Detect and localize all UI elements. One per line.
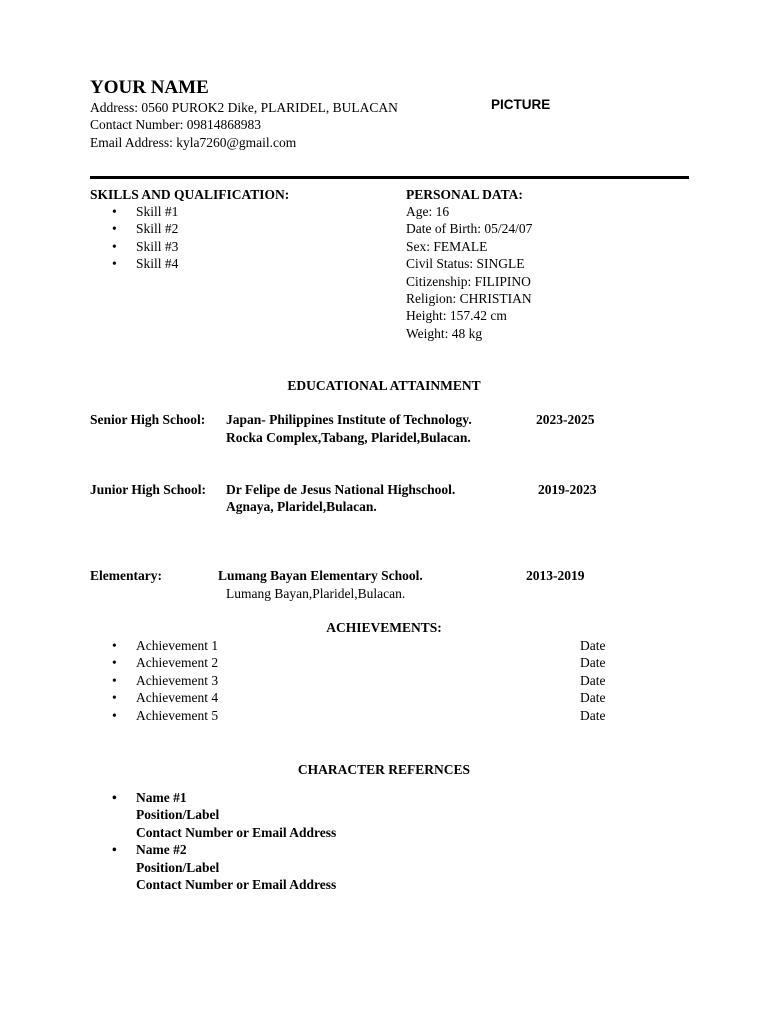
education-location: Lumang Bayan,Plaridel,Bulacan. xyxy=(226,586,406,601)
reference-position-row xyxy=(112,859,512,876)
reference-position-row xyxy=(112,806,512,823)
achievement-label: Achievement 1 xyxy=(136,638,219,653)
personal-data-title: PERSONAL DATA: xyxy=(406,187,523,202)
references-title: CHARACTER REFERNCES xyxy=(297,762,471,777)
bullet-icon: • xyxy=(112,256,117,272)
achievements-list xyxy=(112,637,612,724)
reference-name: Name #2 xyxy=(136,842,187,858)
address-line: Address: 0560 PUROK2 Dike, PLARIDEL, BULACAN xyxy=(90,100,398,115)
bullet-icon: • xyxy=(112,842,117,858)
reference-contact: Contact Number or Email Address xyxy=(136,824,337,840)
education-location: Agnaya, Plaridel,Bulacan. xyxy=(226,499,377,514)
education-title: EDUCATIONAL ATTAINMENT xyxy=(287,378,481,393)
personal-age: Age: 16 xyxy=(406,204,450,219)
list-item xyxy=(112,841,512,858)
bullet-icon: • xyxy=(112,638,117,653)
education-location: Rocka Complex,Tabang, Plaridel,Bulacan. xyxy=(226,430,471,445)
list-item xyxy=(112,707,612,724)
list-item xyxy=(112,654,612,671)
bullet-icon: • xyxy=(112,690,117,706)
achievement-date: Date xyxy=(580,655,606,671)
list-item xyxy=(112,789,512,806)
education-years: 2023-2025 xyxy=(536,412,595,427)
reference-contact: Contact Number or Email Address xyxy=(136,876,337,892)
achievements-title: ACHIEVEMENTS: xyxy=(326,620,442,635)
email-line: Email Address: kyla7260@gmail.com xyxy=(90,135,297,150)
list-item xyxy=(112,255,312,272)
reference-position: Position/Label xyxy=(136,859,220,875)
bullet-icon: • xyxy=(112,221,117,237)
personal-sex: Sex: FEMALE xyxy=(406,238,488,254)
list-item xyxy=(112,637,612,654)
personal-weight: Weight: 48 kg xyxy=(406,325,483,341)
list-item xyxy=(112,203,312,220)
skill-item: Skill #4 xyxy=(136,256,179,272)
achievement-label: Achievement 5 xyxy=(136,707,219,723)
references-list xyxy=(112,789,512,893)
education-school: Japan- Philippines Institute of Technology. xyxy=(226,412,472,427)
personal-religion: Religion: CHRISTIAN xyxy=(406,290,532,306)
header-divider xyxy=(90,176,689,179)
skills-list xyxy=(112,203,312,273)
reference-name: Name #1 xyxy=(136,790,187,805)
bullet-icon: • xyxy=(112,204,117,219)
applicant-name: YOUR NAME xyxy=(90,77,209,98)
list-item xyxy=(112,238,312,255)
bullet-icon: • xyxy=(112,655,117,671)
reference-contact-row xyxy=(112,824,512,841)
personal-civil-status: Civil Status: SINGLE xyxy=(406,256,525,272)
reference-contact-row xyxy=(112,876,512,893)
education-years: 2013-2019 xyxy=(526,568,585,583)
bullet-icon: • xyxy=(112,790,117,805)
education-level: Senior High School: xyxy=(90,412,206,427)
education-level: Junior High School: xyxy=(90,482,207,497)
achievement-label: Achievement 2 xyxy=(136,655,219,671)
reference-position: Position/Label xyxy=(136,807,220,823)
personal-data-list xyxy=(406,203,532,342)
achievement-date: Date xyxy=(580,690,606,706)
bullet-icon: • xyxy=(112,707,117,723)
personal-height: Height: 157.42 cm xyxy=(406,308,507,324)
achievement-date: Date xyxy=(580,672,606,688)
achievement-label: Achievement 4 xyxy=(136,690,219,706)
bullet-icon: • xyxy=(112,672,117,688)
list-item xyxy=(112,220,312,237)
education-years: 2019-2023 xyxy=(538,482,597,497)
achievement-label: Achievement 3 xyxy=(136,672,219,688)
contact-line: Contact Number: 09814868983 xyxy=(90,117,261,132)
picture-placeholder: PICTURE xyxy=(491,97,551,112)
skill-item: Skill #3 xyxy=(136,238,179,254)
list-item xyxy=(112,689,612,706)
personal-citizenship: Citizenship: FILIPINO xyxy=(406,273,531,289)
achievement-date: Date xyxy=(580,707,606,723)
education-school: Dr Felipe de Jesus National Highschool. xyxy=(226,482,456,497)
skill-item: Skill #1 xyxy=(136,204,179,219)
skill-item: Skill #2 xyxy=(136,221,179,237)
list-item xyxy=(112,672,612,689)
personal-birthdate: Date of Birth: 05/24/07 xyxy=(406,221,533,237)
education-school: Lumang Bayan Elementary School. xyxy=(218,568,423,583)
skills-title: SKILLS AND QUALIFICATION: xyxy=(90,187,290,202)
education-level: Elementary: xyxy=(90,568,162,583)
bullet-icon: • xyxy=(112,238,117,254)
achievement-date: Date xyxy=(580,638,606,653)
